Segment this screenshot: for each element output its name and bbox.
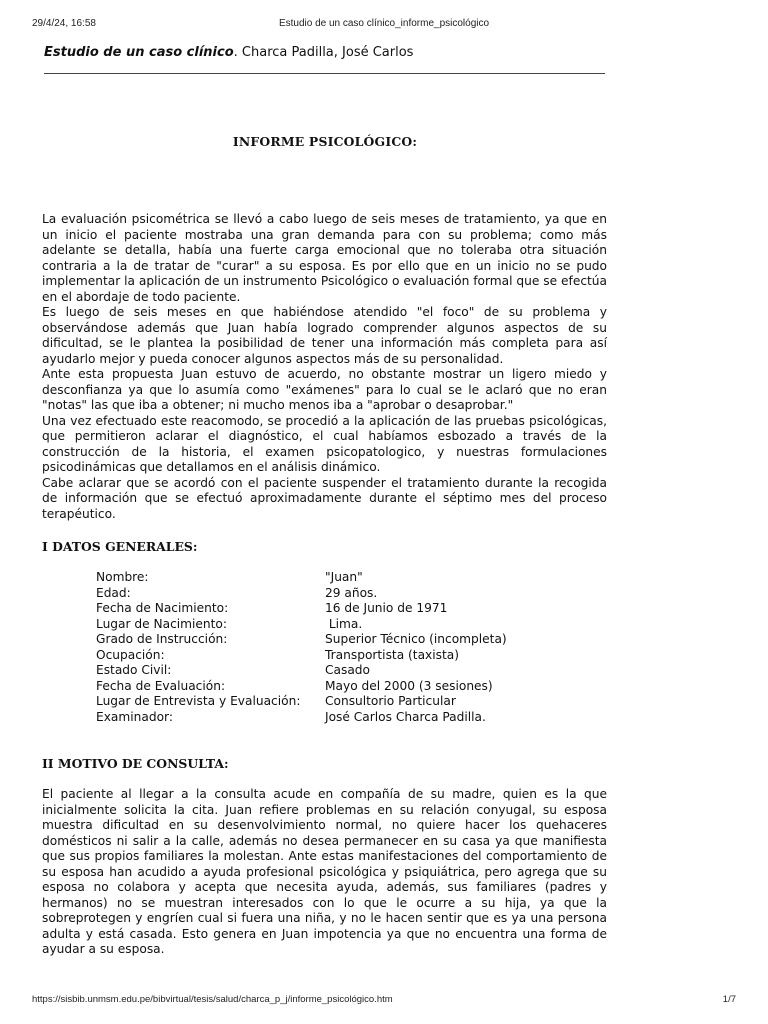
print-header <box>32 18 736 32</box>
intro-paragraph: Una vez efectuado este reacomodo, se procedió a la aplicación de las pruebas psicológicas, que permitieron aclarar el diagnóstico, el cual habíamos esbozado a través de la construcción de la historia, el examen psicopatologico, y nuestras formulaciones psicodinámicas que detallamos en el análisis dinámico. <box>42 413 607 474</box>
print-footer <box>32 994 736 1008</box>
data-row-nombre <box>96 570 516 586</box>
document-header <box>44 45 605 60</box>
motivo-paragraph: El paciente al llegar a la consulta acude en compañía de su madre, quien es la que inicialmente solicita la cita. Juan refiere problemas en su relación conyugal, su esposa muestra dificultad en su desenvolvimiento normal, no quiere hacer los quehaceres domésticos ni salir a la calle, además no desea permanecer en su casa ya que manifiesta que sus propios familiares la molestan. Ante estas manifestaciones del comportamiento de su esposa han acudido a ayuda profesional psicológica y psiquiátrica, pero agrega que su esposa no colabora y acepta que necesita ayuda, además, sus familiares (padres y hermanos) no se muestran interesados con lo que le ocurre a su hija, ya que la sobreprotegen y engríen cual si fuera una niña, y no le hacen sentir que es ya una persona adulta y está casada. Esto genera en Juan impotencia ya que no encuentra una forma de ayudar a su esposa. <box>42 787 607 956</box>
data-label: Grado de Instrucción: <box>96 632 228 646</box>
intro-paragraph: Cabe aclarar que se acordó con el paciente suspender el tratamiento durante la recogida de información que se efectuó aproximadamente durante el séptimo mes del proceso terapéutico. <box>42 475 607 521</box>
section-heading-motivo-consulta: II MOTIVO DE CONSULTA: <box>42 756 229 771</box>
data-row-fecha-nacimiento <box>96 601 516 617</box>
data-value: Consultorio Particular <box>325 694 456 708</box>
intro-paragraph: La evaluación psicométrica se llevó a cabo luego de seis meses de tratamiento, ya que en un inicio el paciente mostraba una gran demanda para con su problema; como más adelante se detalla, había una fuerte carga emocional que no toleraba otra situación contraria a la de tratar de "curar" a su esposa. Es por ello que en un inicio no se pudo implementar la aplicación de un instrumento Psicológico o evaluación formal que se efectúa en el abordaje de todo paciente. <box>42 212 607 304</box>
data-value: José Carlos Charca Padilla. <box>325 709 486 724</box>
data-row-estado-civil <box>96 663 516 679</box>
data-label: Fecha de Nacimiento: <box>96 601 229 615</box>
intro-paragraph: Es luego de seis meses en que habiéndose atendido "el foco" de su problema y observándose además que Juan había logrado comprender algunos aspectos de su dificultad, se le plantea la posibilidad de tener una información más completa para así ayudarlo mejor y pueda conocer algunos aspectos más de su personalidad. <box>42 305 607 366</box>
data-label: Examinador: <box>96 709 173 724</box>
data-row-lugar-entrevista <box>96 694 516 710</box>
document-title: Estudio de un caso clínico <box>44 45 234 60</box>
data-row-fecha-evaluacion <box>96 679 516 695</box>
data-value: Mayo del 2000 (3 sesiones) <box>325 678 493 693</box>
data-row-grado-instruccion <box>96 632 516 648</box>
report-title: INFORME PSICOLÓGICO: <box>232 134 418 149</box>
print-datetime: 29/4/24, 16:58 <box>32 18 96 29</box>
print-page-indicator: 1/7 <box>722 994 736 1005</box>
data-label: Ocupación: <box>96 647 165 662</box>
data-row-lugar-nacimiento <box>96 617 516 633</box>
data-value: Transportista (taxista) <box>325 647 459 662</box>
motivo-section <box>42 787 607 958</box>
intro-paragraph: Ante esta propuesta Juan estuvo de acuerdo, no obstante mostrar un ligero miedo y desconfianza ya que lo asumía como "exámenes" para lo cual se le aclaró que no eran "notas" las que iba a obtener; ni mucho menos iba a "aprobar o desaprobar." <box>42 367 607 412</box>
data-row-examinador <box>96 710 516 726</box>
data-row-edad <box>96 586 516 602</box>
intro-section <box>42 212 607 522</box>
section-heading-datos-generales: I DATOS GENERALES: <box>42 539 198 554</box>
data-value: Lima. <box>325 616 363 631</box>
data-label: Nombre: <box>96 570 149 584</box>
print-page-title: Estudio de un caso clínico_informe_psicológico <box>278 18 490 29</box>
data-label: Fecha de Evaluación: <box>96 678 226 693</box>
data-value: 16 de Junio de 1971 <box>325 601 448 615</box>
data-value: Casado <box>325 663 370 677</box>
data-value: "Juan" <box>325 570 363 584</box>
data-label: Lugar de Entrevista y Evaluación: <box>96 694 301 708</box>
data-label: Edad: <box>96 585 131 600</box>
data-value: Superior Técnico (incompleta) <box>325 632 507 646</box>
document-author: . Charca Padilla, José Carlos <box>233 45 414 60</box>
data-label: Lugar de Nacimiento: <box>96 616 227 631</box>
general-data-table <box>96 570 516 725</box>
print-url: https://sisbib.unmsm.edu.pe/bibvirtual/tesis/salud/charca_p_j/informe_psicológico.htm <box>32 994 393 1005</box>
data-label: Estado Civil: <box>96 663 172 677</box>
data-row-ocupacion <box>96 648 516 664</box>
header-divider <box>44 73 605 74</box>
data-value: 29 años. <box>325 585 378 600</box>
